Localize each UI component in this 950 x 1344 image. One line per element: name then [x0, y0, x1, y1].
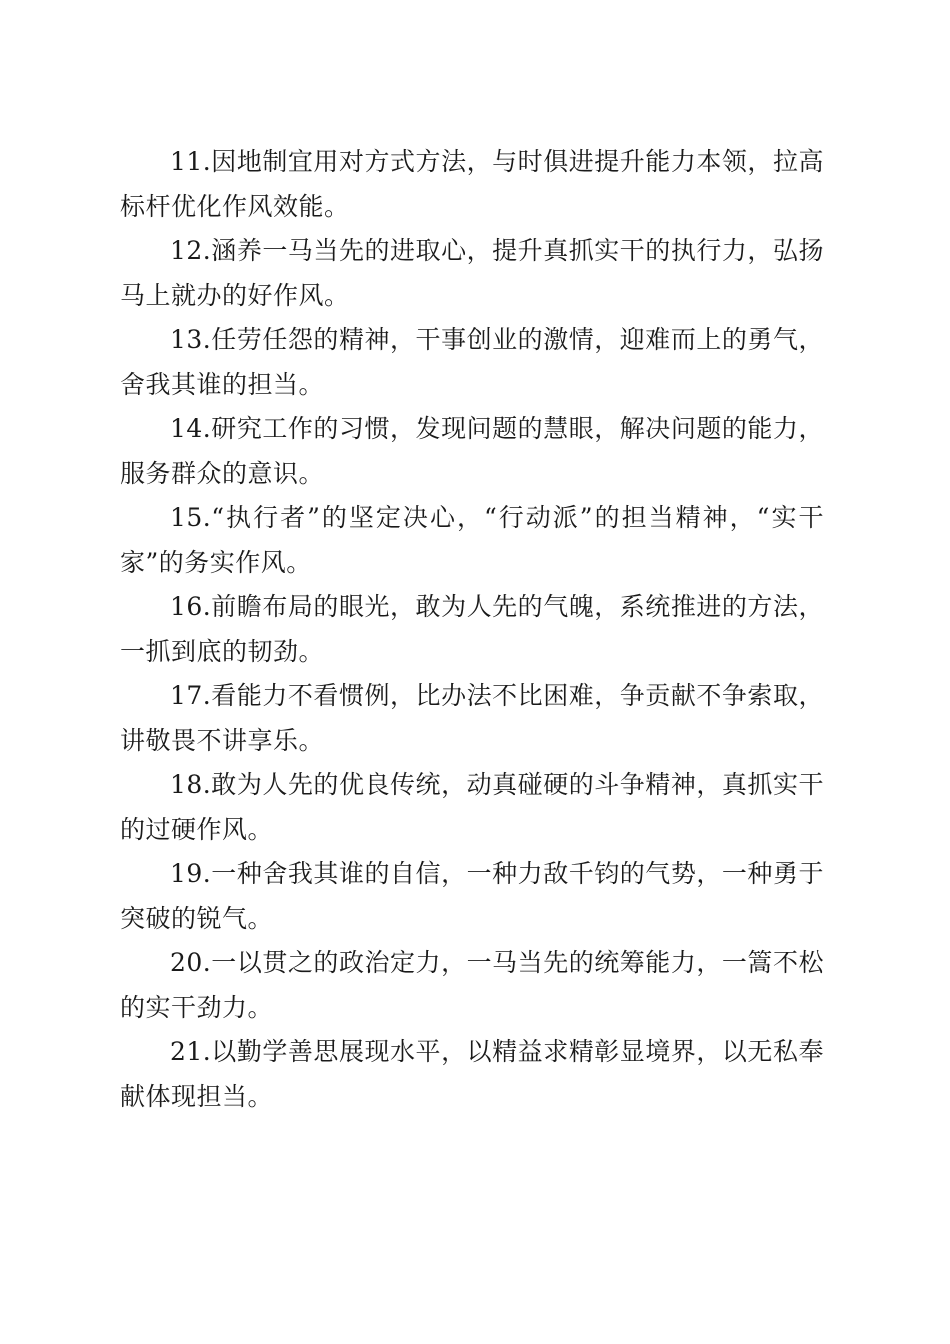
paragraph-18: 18.敢为人先的优良传统，动真碰硬的斗争精神，真抓实干的过硬作风。 [120, 770, 824, 844]
paragraph-16: 16.前瞻布局的眼光，敢为人先的气魄，系统推进的方法，一抓到底的韧劲。 [120, 592, 824, 666]
paragraph-19: 19.一种舍我其谁的自信，一种力敌千钧的气势，一种勇于突破的锐气。 [120, 859, 824, 933]
paragraph-14: 14.研究工作的习惯，发现问题的慧眼，解决问题的能力，服务群众的意识。 [120, 414, 824, 488]
paragraph-13: 13.任劳任怨的精神，干事创业的激情，迎难而上的勇气，舍我其谁的担当。 [120, 325, 824, 399]
paragraph-12: 12.涵养一马当先的进取心，提升真抓实干的执行力，弘扬马上就办的好作风。 [120, 236, 824, 310]
paragraph-17: 17.看能力不看惯例，比办法不比困难，争贡献不争索取，讲敬畏不讲享乐。 [120, 681, 824, 755]
paragraph-21: 21.以勤学善思展现水平，以精益求精彰显境界，以无私奉献体现担当。 [120, 1037, 824, 1111]
paragraph-20: 20.一以贯之的政治定力，一马当先的统筹能力，一篙不松的实干劲力。 [120, 948, 824, 1022]
paragraph-11: 11.因地制宜用对方式方法，与时俱进提升能力本领，拉高标杆优化作风效能。 [120, 147, 824, 221]
paragraph-15: 15.“执行者”的坚定决心，“行动派”的担当精神，“实干家”的务实作风。 [120, 503, 824, 577]
document-body [120, 140, 824, 1119]
